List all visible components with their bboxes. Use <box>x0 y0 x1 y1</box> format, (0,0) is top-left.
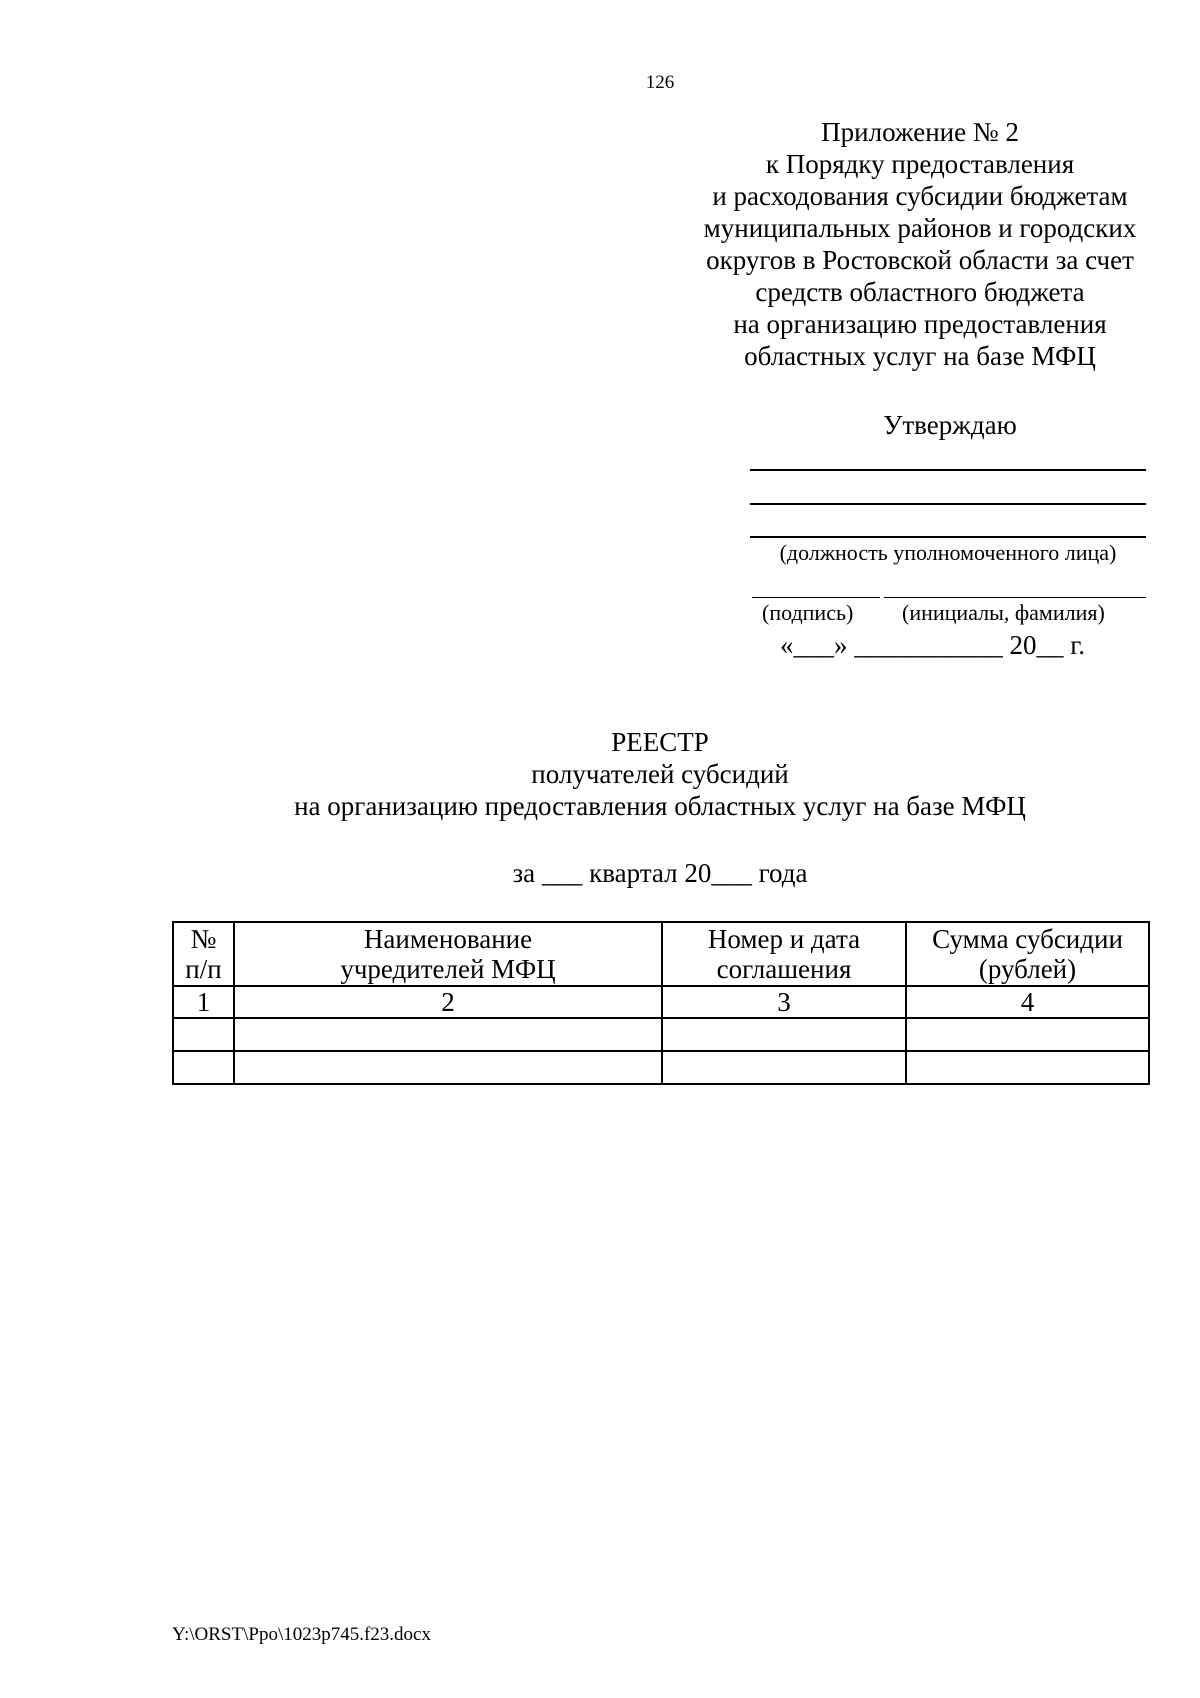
appendix-line: и расходования субсидии бюджетам <box>712 181 1128 211</box>
column-number: 4 <box>906 986 1149 1018</box>
appendix-line: Приложение № 2 <box>821 117 1019 147</box>
appendix-header <box>690 116 1150 372</box>
footer-file-path: Y:\ORST\Ppo\1023p745.f23.docx <box>172 1624 431 1645</box>
table-row <box>173 1018 1149 1051</box>
column-number: 3 <box>662 986 906 1018</box>
header-number <box>173 922 234 986</box>
header-founder-name-text: Наименование учредителей МФЦ <box>340 924 556 984</box>
table-cell <box>662 1018 906 1051</box>
header-number-text: № п/п <box>185 924 222 984</box>
name-caption: (инициалы, фамилия) <box>902 600 1105 625</box>
appendix-line: на организацию предоставления <box>733 309 1107 339</box>
column-number-row <box>173 986 1149 1018</box>
table-row <box>173 1051 1149 1084</box>
position-line-3 <box>750 536 1146 538</box>
approval-title: Утверждаю <box>883 410 1017 440</box>
header-subsidy-amount-text: Сумма субсидии (рублей) <box>932 924 1123 984</box>
appendix-line: областных услуг на базе МФЦ <box>744 341 1096 371</box>
position-line-1 <box>750 469 1146 471</box>
header-founder-name <box>234 922 662 986</box>
signature-line <box>752 597 880 598</box>
header-agreement-text: Номер и дата соглашения <box>707 924 861 984</box>
position-line-2 <box>750 503 1146 505</box>
registry-title-line: на организацию предоставления областных услуг на базе МФЦ <box>294 791 1026 821</box>
table-cell <box>234 1018 662 1051</box>
registry-title-line: получателей субсидий <box>531 759 789 789</box>
page-number: 126 <box>645 72 675 93</box>
signature-caption: (подпись) <box>762 600 854 625</box>
column-number: 2 <box>234 986 662 1018</box>
appendix-line: средств областного бюджета <box>755 277 1085 307</box>
header-subsidy-amount <box>906 922 1149 986</box>
appendix-line: округов в Ростовской области за счет <box>706 245 1134 275</box>
registry-period: за ___ квартал 20___ года <box>512 858 808 888</box>
column-number: 1 <box>173 986 234 1018</box>
table-cell <box>906 1051 1149 1084</box>
approval-date-line: «___» ___________ 20__ г. <box>780 630 1086 660</box>
registry-table <box>172 921 1150 1085</box>
position-caption: (должность уполномоченного лица) <box>779 540 1117 565</box>
table-header-row <box>173 922 1149 986</box>
name-line <box>884 597 1146 598</box>
table-cell <box>173 1018 234 1051</box>
table-cell <box>234 1051 662 1084</box>
registry-title-line: РЕЕСТР <box>611 727 709 757</box>
appendix-line: муниципальных районов и городских <box>703 213 1137 243</box>
table-cell <box>662 1051 906 1084</box>
registry-title <box>0 726 1200 822</box>
header-agreement <box>662 922 906 986</box>
table-cell <box>173 1051 234 1084</box>
table-cell <box>906 1018 1149 1051</box>
appendix-line: к Порядку предоставления <box>765 149 1075 179</box>
